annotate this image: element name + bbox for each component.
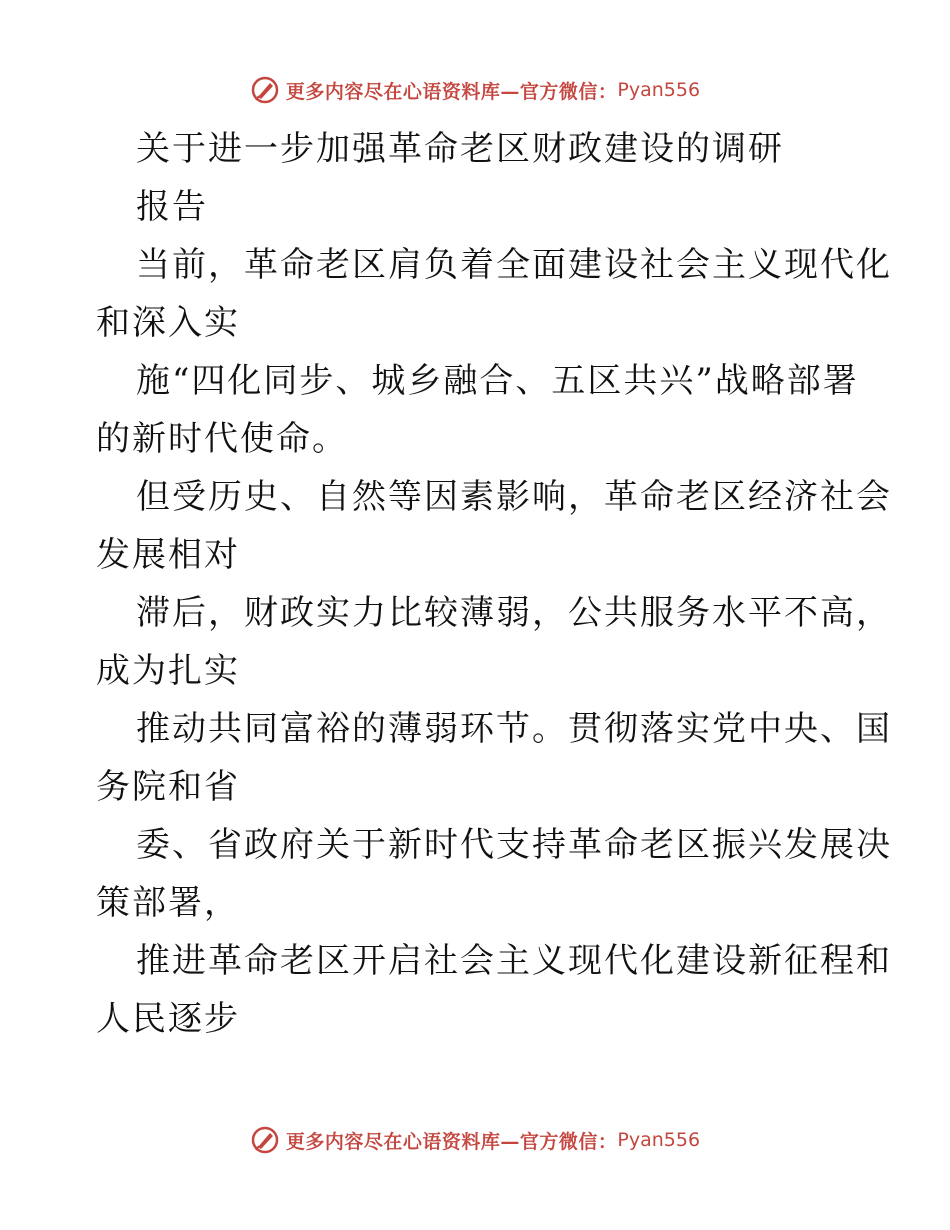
doc-line: 推动共同富裕的薄弱环节。贯彻落实党中央、国 [136,709,892,749]
quill-logo-icon [250,75,280,105]
doc-line: 但受历史、自然等因素影响，革命老区经济社会 [136,477,892,517]
doc-title-line-2: 报告 [136,187,208,227]
banner-wechat-id: Pyan556 [617,79,701,101]
banner-text: 更多内容尽在心语资料库—官方微信： [285,80,618,103]
doc-line: 务院和省 [96,767,240,807]
doc-line: 策部署， [96,883,240,923]
banner-wechat-id: Pyan556 [617,1129,701,1151]
document-body [96,120,892,1048]
doc-line: 成为扎实 [96,651,240,691]
doc-line: 和深入实 [96,303,240,343]
doc-line: 当前，革命老区肩负着全面建设社会主义现代化 [136,245,892,285]
doc-line: 委、省政府关于新时代支持革命老区振兴发展决 [136,825,892,865]
doc-line: 发展相对 [96,535,240,575]
doc-title-line-1: 关于进一步加强革命老区财政建设的调研 [136,129,784,169]
doc-line: 滞后，财政实力比较薄弱，公共服务水平不高， [136,593,892,633]
quill-logo-icon [250,1125,280,1155]
doc-line: 推进革命老区开启社会主义现代化建设新征程和 [136,941,892,981]
doc-line: 人民逐步 [96,999,240,1039]
header-banner [0,70,950,110]
banner-text: 更多内容尽在心语资料库—官方微信： [285,1130,618,1153]
footer-banner [0,1120,950,1160]
doc-line: 施“四化同步、城乡融合、五区共兴”战略部署 [136,361,859,401]
doc-line: 的新时代使命。 [96,419,348,459]
